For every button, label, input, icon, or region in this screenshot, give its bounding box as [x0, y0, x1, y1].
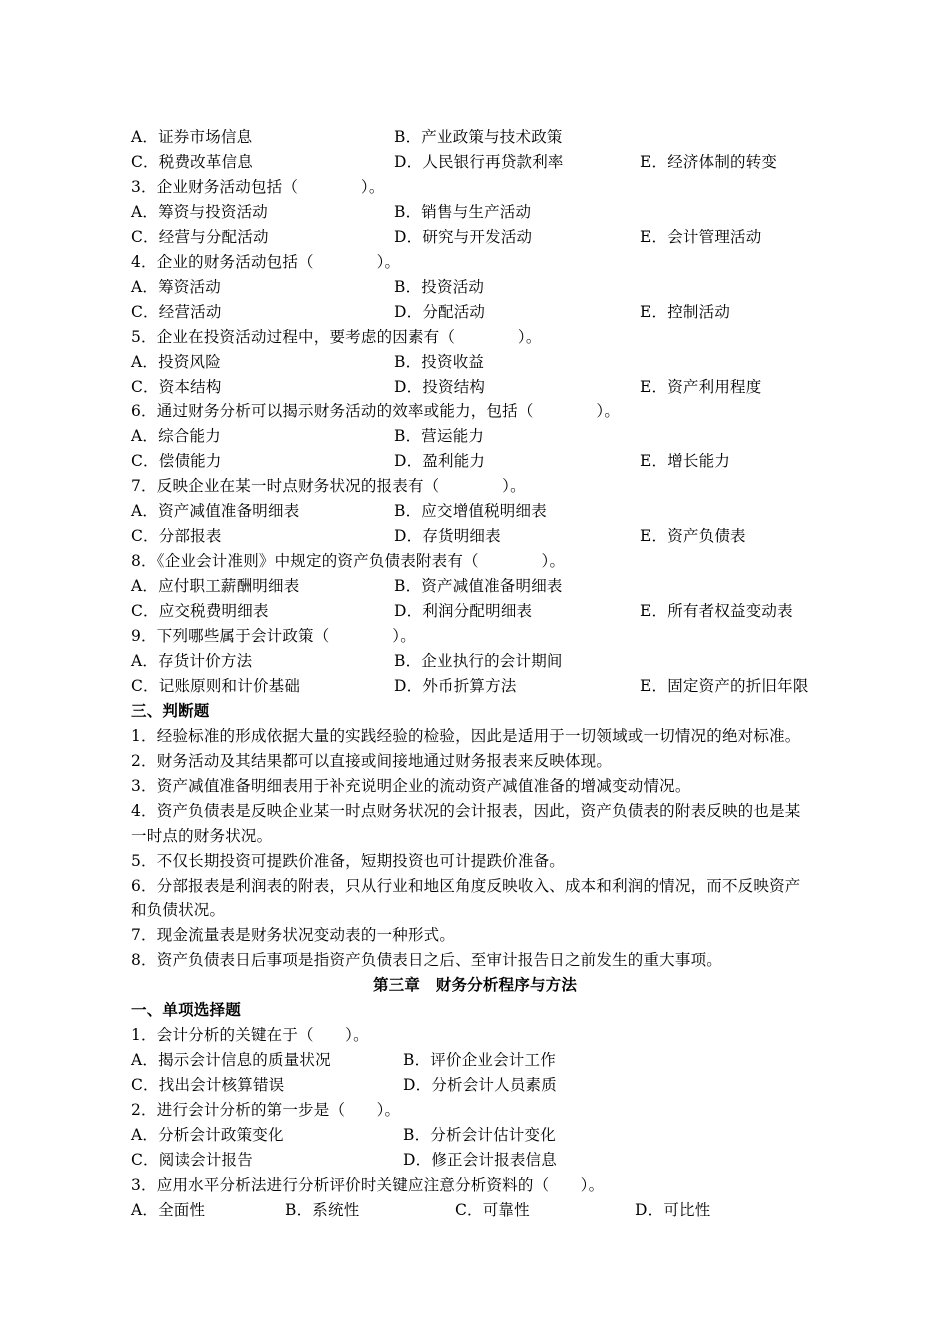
- section-heading: 一、单项选择题: [131, 1000, 241, 1020]
- option-text: B．企业执行的会计期间: [394, 651, 563, 670]
- option-text: C．应交税费明细表: [131, 602, 269, 621]
- question-text: 7．反映企业在某一时点财务状况的报表有（ ）。: [131, 477, 526, 496]
- option-text: C．记账原则和计价基础: [131, 676, 301, 695]
- option-text: D．分析会计人员素质: [403, 1076, 557, 1095]
- option-text: C．偿债能力: [131, 452, 222, 471]
- option-text: B．投资收益: [394, 352, 485, 371]
- option-text: A．投资风险: [131, 352, 221, 371]
- option-text: D．分配活动: [394, 302, 486, 321]
- question-text: 8．《企业会计准则》中规定的资产负债表附表有（ ）。: [131, 552, 566, 571]
- option-text: A．资产减值准备明细表: [131, 502, 300, 521]
- question-text: 8．资产负债表日后事项是指资产负债表日之后、至审计报告日之前发生的重大事项。: [131, 951, 722, 970]
- option-text: D．外币折算方法: [394, 676, 517, 695]
- option-text: D．存货明细表: [394, 527, 501, 546]
- question-text: 1．经验标准的形成依据大量的实践经验的检验，因此是适用于一切领域或一切情况的绝对标准。: [131, 726, 801, 745]
- option-text: A．揭示会计信息的质量状况: [131, 1051, 331, 1070]
- option-text: C．分部报表: [131, 527, 222, 546]
- question-text: 一时点的财务状况。: [131, 826, 273, 845]
- option-text: E．增长能力: [640, 452, 731, 471]
- option-text: A．全面性: [131, 1200, 206, 1219]
- option-text: C．经营与分配活动: [131, 227, 269, 246]
- option-text: C．阅读会计报告: [131, 1150, 253, 1169]
- option-text: D．盈利能力: [394, 452, 486, 471]
- option-text: A．应付职工薪酬明细表: [131, 577, 300, 596]
- option-text: E．固定资产的折旧年限: [640, 676, 809, 695]
- option-text: B．销售与生产活动: [394, 202, 532, 221]
- question-text: 4．企业的财务活动包括（ ）。: [131, 252, 401, 271]
- option-text: C．找出会计核算错误: [131, 1076, 285, 1095]
- question-text: 2．进行会计分析的第一步是（ ）。: [131, 1101, 401, 1120]
- question-text: 4．资产负债表是反映企业某一时点财务状况的会计报表，因此，资产负债表的附表反映的也是某: [131, 801, 801, 820]
- option-text: D．人民银行再贷款利率: [394, 152, 564, 171]
- chapter-title: 第三章 财务分析程序与方法: [372, 975, 578, 995]
- question-text: 6．通过财务分析可以揭示财务活动的效率或能力，包括（ ）。: [131, 402, 621, 421]
- option-text: B．分析会计估计变化: [403, 1126, 556, 1144]
- option-text: B．应交增值税明细表: [394, 502, 547, 521]
- option-text: A．筹资活动: [131, 277, 221, 296]
- question-text: 1．会计分析的关键在于（ ）。: [131, 1026, 369, 1045]
- option-text: B．系统性: [285, 1200, 360, 1219]
- question-text: 9．下列哪些属于会计政策（ ）。: [131, 627, 416, 645]
- option-text: A．存货计价方法: [131, 651, 253, 670]
- option-text: C．经营活动: [131, 302, 222, 321]
- option-text: A．筹资与投资活动: [131, 202, 268, 221]
- question-text: 3．资产减值准备明细表用于补充说明企业的流动资产减值准备的增减变动情况。: [131, 776, 691, 795]
- option-text: B．资产减值准备明细表: [394, 577, 563, 596]
- question-text: 2．财务活动及其结果都可以直接或间接地通过财务报表来反映体现。: [131, 751, 613, 770]
- option-text: E．控制活动: [640, 302, 731, 321]
- option-text: E．经济体制的转变: [640, 152, 778, 171]
- option-text: B．营运能力: [394, 427, 485, 446]
- option-text: C．资本结构: [131, 377, 222, 396]
- option-text: D．修正会计报表信息: [403, 1150, 557, 1169]
- question-text: 3．应用水平分析法进行分析评价时关键应注意分析资料的（ ）。: [131, 1175, 605, 1194]
- option-text: D．研究与开发活动: [394, 227, 533, 246]
- option-text: B．投资活动: [394, 277, 485, 296]
- option-text: C．可靠性: [455, 1200, 530, 1219]
- option-text: D．可比性: [635, 1200, 711, 1219]
- section-heading: 三、判断题: [131, 700, 210, 720]
- question-text: 5．企业在投资活动过程中，要考虑的因素有（ ）。: [131, 327, 542, 346]
- option-text: B．产业政策与技术政策: [394, 128, 563, 146]
- option-text: D．利润分配明细表: [394, 602, 533, 621]
- option-text: C．税费改革信息: [131, 152, 253, 171]
- option-text: A．证券市场信息: [131, 128, 253, 146]
- option-text: E．所有者权益变动表: [640, 602, 793, 621]
- option-text: E．资产利用程度: [640, 377, 762, 396]
- option-text: E．会计管理活动: [640, 227, 762, 246]
- question-text: 和负债状况。: [131, 901, 226, 920]
- option-text: A．综合能力: [131, 427, 221, 446]
- question-text: 3．企业财务活动包括（ ）。: [131, 177, 385, 196]
- option-text: E．资产负债表: [640, 527, 746, 546]
- option-text: D．投资结构: [394, 377, 486, 396]
- question-text: 6．分部报表是利润表的附表，只从行业和地区角度反映收入、成本和利润的情况，而不反映资产: [131, 876, 801, 895]
- option-text: B．评价企业会计工作: [403, 1051, 556, 1070]
- question-text: 7．现金流量表是财务状况变动表的一种形式。: [131, 926, 456, 945]
- question-text: 5．不仅长期投资可提跌价准备，短期投资也可计提跌价准备。: [131, 851, 565, 870]
- option-text: A．分析会计政策变化: [131, 1126, 284, 1144]
